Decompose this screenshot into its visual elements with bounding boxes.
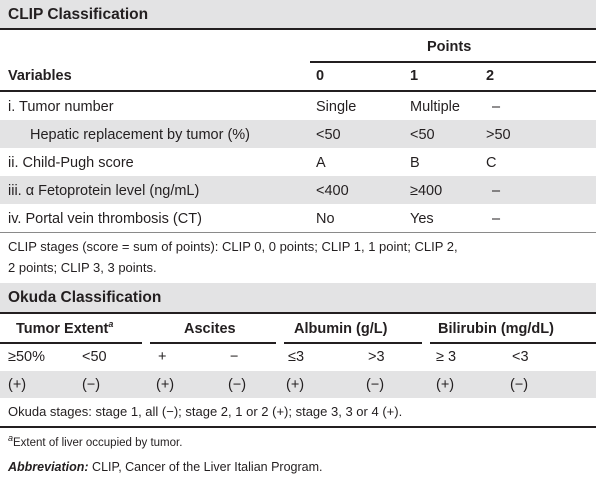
okuda-cell: + [158, 349, 167, 365]
okuda-cell: (+) [156, 377, 175, 393]
clip-row-label: Hepatic replacement by tumor (%) [30, 127, 250, 143]
abbreviation-text: CLIP, Cancer of the Liver Italian Program. [88, 460, 323, 474]
okuda-header-albumin: Albumin (g/L) [294, 321, 388, 337]
okuda-cell: <50 [82, 349, 107, 365]
points-header: Points [427, 39, 472, 55]
okuda-header-bilirubin: Bilirubin (mg/dL) [438, 321, 554, 337]
okuda-cell: <3 [512, 349, 529, 365]
clip-row-value: <400 [316, 183, 349, 199]
clip-row-value: B [410, 155, 420, 171]
clip-row-value: – [492, 183, 501, 199]
header-underline [150, 342, 276, 344]
clip-row-value: >50 [486, 127, 511, 143]
variables-header: Variables [8, 68, 72, 84]
divider [0, 28, 596, 30]
footnote-marker: a [8, 433, 14, 444]
okuda-header-ascites: Ascites [184, 321, 236, 337]
clip-row-value: <50 [316, 127, 341, 143]
okuda-title: Okuda Classification [8, 289, 162, 306]
clip-row-label: i. Tumor number [8, 99, 114, 115]
okuda-cell: ≥50% [8, 349, 45, 365]
clip-row-value: <50 [410, 127, 435, 143]
footnote-text: Extent of liver occupied by tumor. [13, 437, 183, 449]
divider [0, 232, 596, 233]
okuda-header-label: Tumor Extent [16, 321, 109, 337]
okuda-cell: (+) [8, 377, 27, 393]
okuda-header-tumor [16, 320, 113, 338]
clip-row-value: Multiple [410, 99, 460, 115]
clip-row-value: No [316, 211, 335, 227]
clip-row-value: Single [316, 99, 357, 115]
points-underline [310, 61, 596, 63]
divider [0, 426, 596, 428]
divider [0, 90, 596, 92]
clip-stages-line: CLIP stages (score = sum of points): CLIP 0, 0 points; CLIP 1, 1 point; CLIP 2, [8, 239, 458, 254]
col-header-1: 1 [410, 68, 419, 84]
okuda-cell: (−) [82, 377, 101, 393]
okuda-cell: ≤3 [288, 349, 305, 365]
clip-row-label: iii. α Fetoprotein level (ng/mL) [8, 183, 200, 199]
clip-row-value: C [486, 155, 497, 171]
clip-title: CLIP Classification [8, 6, 149, 23]
footnote-marker: a [108, 319, 114, 330]
header-underline [0, 342, 142, 344]
okuda-cell: (−) [366, 377, 385, 393]
okuda-cell: (+) [286, 377, 305, 393]
okuda-cell: (+) [436, 377, 455, 393]
okuda-cell: (−) [228, 377, 247, 393]
abbreviation-label: Abbreviation: [8, 460, 89, 474]
okuda-stages: Okuda stages: stage 1, all (−); stage 2, 1 or 2 (+); stage 3, 3 or 4 (+). [8, 404, 403, 419]
abbreviation-line [8, 458, 322, 476]
clip-stages-line: 2 points; CLIP 3, 3 points. [8, 260, 157, 275]
divider [0, 312, 596, 314]
header-underline [430, 342, 596, 344]
footnote [8, 434, 182, 452]
col-header-0: 0 [316, 68, 325, 84]
okuda-cell: >3 [368, 349, 385, 365]
okuda-cell: − [230, 349, 239, 365]
clip-row-value: ≥400 [410, 183, 443, 199]
clip-row-value: A [316, 155, 326, 171]
clip-row-value: – [492, 211, 501, 227]
clip-row-value: – [492, 99, 501, 115]
clip-row-value: Yes [410, 211, 434, 227]
header-underline [284, 342, 422, 344]
okuda-cell: (−) [510, 377, 529, 393]
clip-row-label: ii. Child-Pugh score [8, 155, 134, 171]
okuda-cell: ≥ 3 [436, 349, 457, 365]
clip-row-label: iv. Portal vein thrombosis (CT) [8, 211, 202, 227]
col-header-2: 2 [486, 68, 495, 84]
